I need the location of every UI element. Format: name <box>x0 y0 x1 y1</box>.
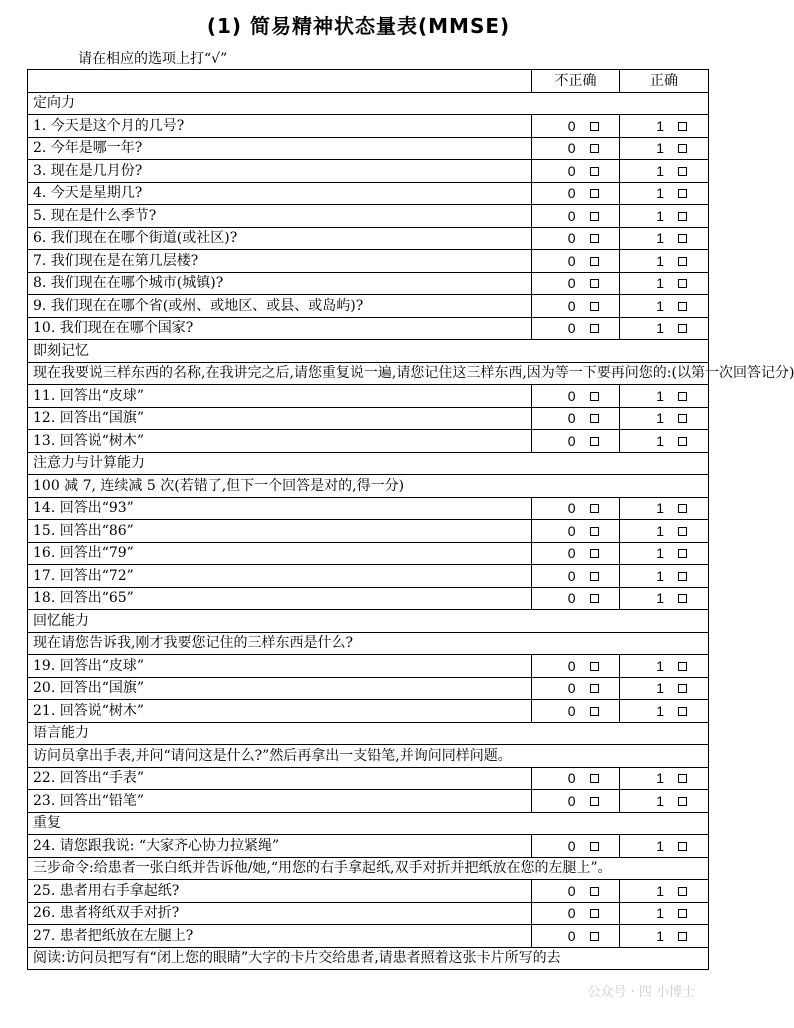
option-right-value: 1 <box>656 500 664 517</box>
option-right-cell <box>620 205 709 228</box>
checkbox-right[interactable] <box>678 662 687 671</box>
checkbox-right[interactable] <box>678 234 687 243</box>
question-row <box>28 925 709 948</box>
checkbox-wrong[interactable] <box>590 234 599 243</box>
checkbox-wrong[interactable] <box>590 167 599 176</box>
option-right-value: 1 <box>656 275 664 292</box>
question-text: 6. 我们现在在哪个街道(或社区)? <box>28 227 532 250</box>
question-row <box>28 677 709 700</box>
question-text: 4. 今天是星期几? <box>28 182 532 205</box>
question-text: 1. 今天是这个月的几号? <box>28 115 532 138</box>
checkbox-wrong[interactable] <box>590 797 599 806</box>
option-wrong-value: 0 <box>567 185 576 202</box>
option-right-cell <box>620 565 709 588</box>
checkbox-wrong[interactable] <box>590 572 599 581</box>
option-right-cell <box>620 430 709 453</box>
checkbox-right[interactable] <box>678 302 687 311</box>
question-text: 25. 患者用右手拿起纸? <box>28 880 532 903</box>
option-wrong-value: 0 <box>567 882 576 899</box>
instruction-row <box>28 632 709 655</box>
option-wrong-value: 0 <box>567 387 576 404</box>
question-row <box>28 182 709 205</box>
question-text: 8. 我们现在在哪个城市(城镇)? <box>28 272 532 295</box>
option-wrong-cell <box>532 565 620 588</box>
option-wrong-value: 0 <box>567 657 576 674</box>
option-right-value: 1 <box>656 680 664 697</box>
option-right-cell <box>620 497 709 520</box>
checkbox-wrong[interactable] <box>590 774 599 783</box>
option-right-value: 1 <box>656 387 664 404</box>
option-right-value: 1 <box>656 567 664 584</box>
option-wrong-value: 0 <box>567 792 576 809</box>
option-right-cell <box>620 407 709 430</box>
checkbox-wrong[interactable] <box>590 887 599 896</box>
section-title: 注意力与计算能力 <box>28 452 709 475</box>
option-right-value: 1 <box>656 905 664 922</box>
option-right-value: 1 <box>656 140 664 157</box>
checkbox-wrong[interactable] <box>590 527 599 536</box>
option-wrong-value: 0 <box>567 522 576 539</box>
option-right-cell <box>620 925 709 948</box>
option-wrong-value: 0 <box>567 837 576 854</box>
option-right-cell <box>620 182 709 205</box>
option-wrong-cell <box>532 655 620 678</box>
option-wrong-cell <box>532 700 620 723</box>
option-right-value: 1 <box>656 320 664 337</box>
option-right-cell <box>620 385 709 408</box>
checkbox-right[interactable] <box>678 167 687 176</box>
instruction-row <box>28 857 709 880</box>
option-wrong-value: 0 <box>567 207 576 224</box>
option-wrong-cell <box>532 587 620 610</box>
header-right: 正确 <box>620 70 709 93</box>
checkbox-wrong[interactable] <box>590 189 599 198</box>
option-wrong-cell <box>532 250 620 273</box>
option-right-cell <box>620 767 709 790</box>
option-right-value: 1 <box>656 117 664 134</box>
question-row <box>28 767 709 790</box>
section-title: 回忆能力 <box>28 610 709 633</box>
watermark-text: 公众号 · 四 小博士 <box>587 985 695 1000</box>
option-wrong-value: 0 <box>567 297 576 314</box>
table-header-row <box>28 70 709 93</box>
question-text: 22. 回答出“手表” <box>28 767 532 790</box>
checkbox-wrong[interactable] <box>590 324 599 333</box>
checkbox-right[interactable] <box>678 527 687 536</box>
option-wrong-cell <box>532 542 620 565</box>
checkbox-wrong[interactable] <box>590 932 599 941</box>
option-right-value: 1 <box>656 410 664 427</box>
question-row <box>28 227 709 250</box>
question-row <box>28 565 709 588</box>
question-row <box>28 835 709 858</box>
section-header-row <box>28 340 709 363</box>
option-right-value: 1 <box>656 927 664 944</box>
option-wrong-value: 0 <box>567 927 576 944</box>
question-row <box>28 520 709 543</box>
question-row <box>28 542 709 565</box>
option-wrong-value: 0 <box>567 320 576 337</box>
option-right-cell <box>620 655 709 678</box>
section-header-row <box>28 812 709 835</box>
checkbox-right[interactable] <box>678 909 687 918</box>
option-right-cell <box>620 115 709 138</box>
option-wrong-cell <box>532 520 620 543</box>
option-right-value: 1 <box>656 792 664 809</box>
checkbox-wrong[interactable] <box>590 662 599 671</box>
option-wrong-cell <box>532 115 620 138</box>
option-right-value: 1 <box>656 207 664 224</box>
checkbox-right[interactable] <box>678 324 687 333</box>
question-text: 12. 回答出“国旗” <box>28 407 532 430</box>
option-wrong-cell <box>532 925 620 948</box>
checkbox-wrong[interactable] <box>590 144 599 153</box>
checkbox-right[interactable] <box>678 144 687 153</box>
checkbox-right[interactable] <box>678 594 687 603</box>
option-wrong-cell <box>532 205 620 228</box>
option-right-value: 1 <box>656 252 664 269</box>
option-right-value: 1 <box>656 657 664 674</box>
question-text: 7. 我们现在是在第几层楼? <box>28 250 532 273</box>
section-title: 语言能力 <box>28 722 709 745</box>
checkbox-wrong[interactable] <box>590 302 599 311</box>
option-right-cell <box>620 137 709 160</box>
question-row <box>28 902 709 925</box>
checkbox-right[interactable] <box>678 887 687 896</box>
option-wrong-value: 0 <box>567 252 576 269</box>
checkbox-right[interactable] <box>678 572 687 581</box>
page-title: (1) 简易精神状态量表(MMSE) <box>206 14 511 38</box>
option-wrong-value: 0 <box>567 275 576 292</box>
checkbox-wrong[interactable] <box>590 279 599 288</box>
question-text: 19. 回答出“皮球” <box>28 655 532 678</box>
question-text: 21. 回答说“树木” <box>28 700 532 723</box>
instruction-row <box>28 745 709 768</box>
checkbox-right[interactable] <box>678 707 687 716</box>
question-text: 9. 我们现在在哪个省(或州、或地区、或县、或岛屿)? <box>28 295 532 318</box>
checkbox-wrong[interactable] <box>590 909 599 918</box>
instruction-note: 现在请您告诉我,刚才我要您记住的三样东西是什么? <box>28 632 709 655</box>
question-row <box>28 160 709 183</box>
question-text: 10. 我们现在在哪个国家? <box>28 317 532 340</box>
option-right-value: 1 <box>656 522 664 539</box>
option-right-cell <box>620 902 709 925</box>
instruction-note: 100 减 7, 连续减 5 次(若错了,但下一个回答是对的,得一分) <box>28 475 709 498</box>
question-row <box>28 115 709 138</box>
option-right-cell <box>620 677 709 700</box>
checkbox-right[interactable] <box>678 684 687 693</box>
question-row <box>28 790 709 813</box>
checkbox-wrong[interactable] <box>590 504 599 513</box>
question-text: 2. 今年是哪一年? <box>28 137 532 160</box>
option-wrong-value: 0 <box>567 590 576 607</box>
question-row <box>28 497 709 520</box>
checkbox-right[interactable] <box>678 414 687 423</box>
instruction-text: 请在相应的选项上打“√” <box>78 51 228 67</box>
question-row <box>28 880 709 903</box>
option-right-value: 1 <box>656 770 664 787</box>
option-wrong-value: 0 <box>567 702 576 719</box>
option-right-cell <box>620 295 709 318</box>
option-right-value: 1 <box>656 590 664 607</box>
option-wrong-value: 0 <box>567 500 576 517</box>
checkbox-right[interactable] <box>678 774 687 783</box>
option-wrong-cell <box>532 182 620 205</box>
option-wrong-cell <box>532 317 620 340</box>
option-wrong-cell <box>532 790 620 813</box>
checkbox-right[interactable] <box>678 797 687 806</box>
checkbox-right[interactable] <box>678 504 687 513</box>
question-text: 27. 患者把纸放在左腿上? <box>28 925 532 948</box>
checkbox-wrong[interactable] <box>590 212 599 221</box>
option-wrong-value: 0 <box>567 567 576 584</box>
checkbox-wrong[interactable] <box>590 257 599 266</box>
option-wrong-value: 0 <box>567 770 576 787</box>
question-text: 23. 回答出“铅笔” <box>28 790 532 813</box>
question-row <box>28 700 709 723</box>
checkbox-right[interactable] <box>678 189 687 198</box>
option-right-value: 1 <box>656 162 664 179</box>
section-title: 即刻记忆 <box>28 340 709 363</box>
option-right-cell <box>620 317 709 340</box>
question-row <box>28 655 709 678</box>
header-wrong: 不正确 <box>532 70 620 93</box>
section-header-row <box>28 92 709 115</box>
mmse-form-table <box>27 69 794 970</box>
question-text: 20. 回答出“国旗” <box>28 677 532 700</box>
option-right-value: 1 <box>656 545 664 562</box>
question-text: 15. 回答出“86” <box>28 520 532 543</box>
option-wrong-value: 0 <box>567 117 576 134</box>
checkbox-right[interactable] <box>678 549 687 558</box>
question-row <box>28 272 709 295</box>
instruction-note: 现在我要说三样东西的名称,在我讲完之后,请您重复说一遍,请您记住这三样东西,因为等一下要再问您的:(以第一次回答记分) <box>28 362 709 385</box>
checkbox-right[interactable] <box>678 392 687 401</box>
option-wrong-value: 0 <box>567 905 576 922</box>
option-right-cell <box>620 542 709 565</box>
checkbox-wrong[interactable] <box>590 707 599 716</box>
instruction-note: 三步命令:给患者一张白纸并告诉他/她,“用您的右手拿起纸,双手对折并把纸放在您的左腿上”。 <box>28 857 709 880</box>
option-wrong-cell <box>532 137 620 160</box>
option-wrong-cell <box>532 385 620 408</box>
question-text: 17. 回答出“72” <box>28 565 532 588</box>
question-text: 26. 患者将纸双手对折? <box>28 902 532 925</box>
header-blank-cell <box>28 70 532 93</box>
checkbox-right[interactable] <box>678 279 687 288</box>
option-right-value: 1 <box>656 882 664 899</box>
checkbox-wrong[interactable] <box>590 684 599 693</box>
option-right-cell <box>620 880 709 903</box>
instruction-note: 访问员拿出手表,并问“请问这是什么?”然后再拿出一支铅笔,并询问同样问题。 <box>28 745 709 768</box>
checkbox-wrong[interactable] <box>590 594 599 603</box>
option-wrong-cell <box>532 227 620 250</box>
question-text: 11. 回答出“皮球” <box>28 385 532 408</box>
question-text: 14. 回答出“93” <box>28 497 532 520</box>
footer-row <box>28 947 709 970</box>
question-row <box>28 137 709 160</box>
section-title: 定向力 <box>28 92 709 115</box>
section-title: 重复 <box>28 812 709 835</box>
option-right-value: 1 <box>656 230 664 247</box>
checkbox-wrong[interactable] <box>590 437 599 446</box>
option-wrong-value: 0 <box>567 680 576 697</box>
checkbox-right[interactable] <box>678 122 687 131</box>
checkbox-right[interactable] <box>678 437 687 446</box>
section-header-row <box>28 610 709 633</box>
option-right-value: 1 <box>656 837 664 854</box>
option-wrong-value: 0 <box>567 545 576 562</box>
question-text: 24. 请您跟我说: “大家齐心协力拉紧绳” <box>28 835 532 858</box>
option-wrong-value: 0 <box>567 230 576 247</box>
option-right-cell <box>620 835 709 858</box>
checkbox-wrong[interactable] <box>590 842 599 851</box>
option-wrong-value: 0 <box>567 410 576 427</box>
option-wrong-cell <box>532 295 620 318</box>
checkbox-right[interactable] <box>678 842 687 851</box>
question-row <box>28 385 709 408</box>
checkbox-wrong[interactable] <box>590 392 599 401</box>
option-right-cell <box>620 700 709 723</box>
option-right-cell <box>620 272 709 295</box>
section-header-row <box>28 452 709 475</box>
option-wrong-cell <box>532 835 620 858</box>
instruction-row <box>28 362 709 385</box>
option-wrong-value: 0 <box>567 432 576 449</box>
checkbox-wrong[interactable] <box>590 414 599 423</box>
question-row <box>28 295 709 318</box>
question-row <box>28 317 709 340</box>
option-wrong-cell <box>532 272 620 295</box>
option-wrong-cell <box>532 880 620 903</box>
question-row <box>28 430 709 453</box>
question-text: 13. 回答说“树木” <box>28 430 532 453</box>
question-row <box>28 407 709 430</box>
option-wrong-cell <box>532 677 620 700</box>
option-right-cell <box>620 160 709 183</box>
form-body <box>28 92 794 947</box>
instruction-row <box>28 475 709 498</box>
question-text: 18. 回答出“65” <box>28 587 532 610</box>
question-row <box>28 205 709 228</box>
option-right-cell <box>620 790 709 813</box>
option-wrong-value: 0 <box>567 162 576 179</box>
footer-text: 阅读:访问员把写有“闭上您的眼睛”大字的卡片交给患者,请患者照着这张卡片所写的去 <box>28 947 709 970</box>
option-right-cell <box>620 250 709 273</box>
checkbox-wrong[interactable] <box>590 122 599 131</box>
option-right-value: 1 <box>656 185 664 202</box>
checkbox-right[interactable] <box>678 932 687 941</box>
option-wrong-cell <box>532 497 620 520</box>
option-right-cell <box>620 587 709 610</box>
checkbox-right[interactable] <box>678 257 687 266</box>
option-wrong-cell <box>532 160 620 183</box>
option-right-value: 1 <box>656 432 664 449</box>
option-wrong-cell <box>532 407 620 430</box>
option-right-value: 1 <box>656 702 664 719</box>
checkbox-right[interactable] <box>678 212 687 221</box>
question-text: 3. 现在是几月份? <box>28 160 532 183</box>
option-wrong-cell <box>532 902 620 925</box>
question-text: 5. 现在是什么季节? <box>28 205 532 228</box>
section-header-row <box>28 722 709 745</box>
question-row <box>28 250 709 273</box>
option-right-cell <box>620 227 709 250</box>
question-text: 16. 回答出“79” <box>28 542 532 565</box>
option-wrong-value: 0 <box>567 140 576 157</box>
option-wrong-cell <box>532 767 620 790</box>
option-right-value: 1 <box>656 297 664 314</box>
question-row <box>28 587 709 610</box>
option-wrong-cell <box>532 430 620 453</box>
checkbox-wrong[interactable] <box>590 549 599 558</box>
option-right-cell <box>620 520 709 543</box>
